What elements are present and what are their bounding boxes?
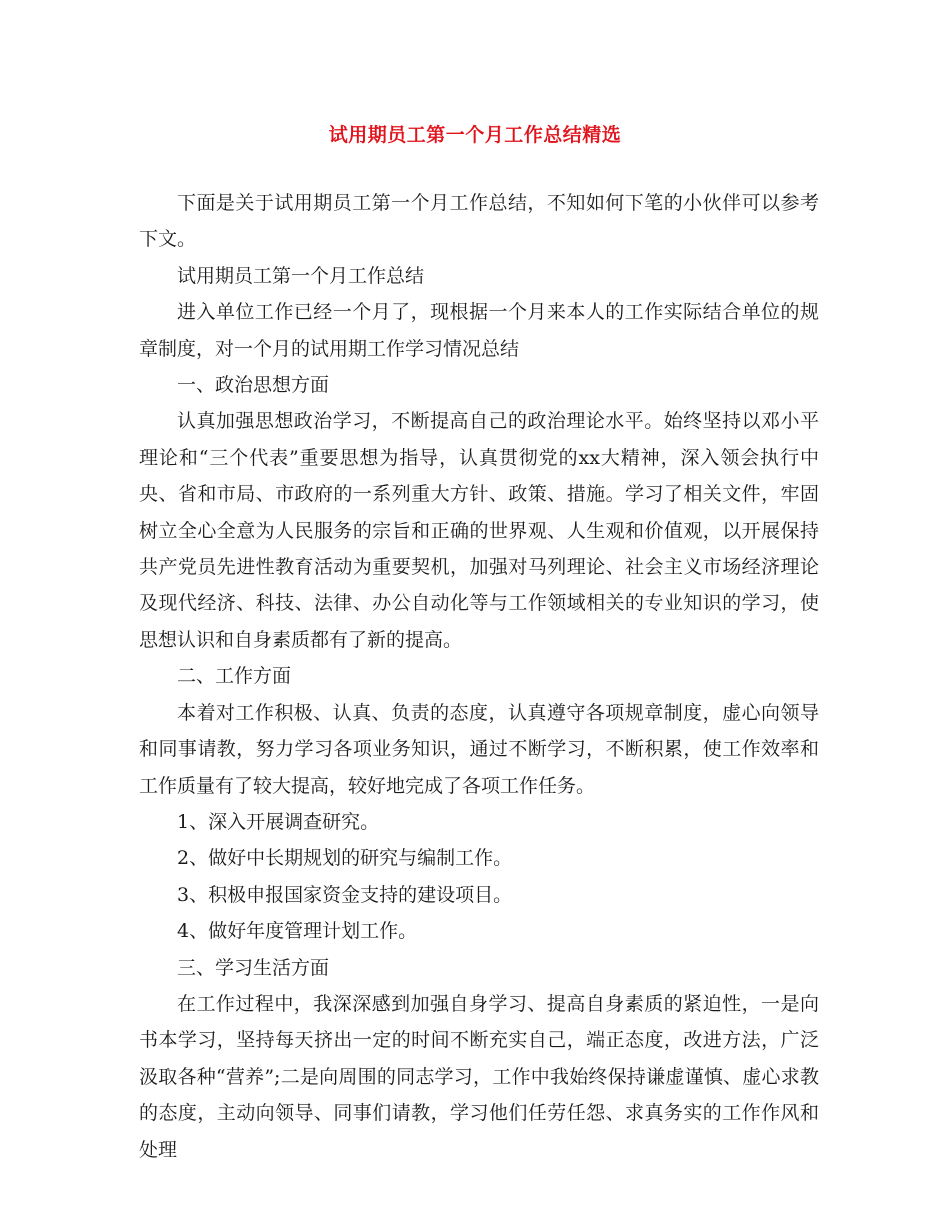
- section-heading-work: 二、工作方面: [177, 665, 292, 688]
- subtitle-paragraph: 试用期员工第一个月工作总结: [177, 264, 425, 287]
- document-title: 试用期员工第一个月工作总结精选: [328, 124, 622, 146]
- study-paragraph: 在工作过程中，我深深感到加强自身学习、提高自身素质的紧迫性，一是向书本学习，坚持每天挤出一定的时间不断充实自己，端正态度，改进方法，广泛汲取各种“营养”;二是向周围的同志学习，工作中我始终保持谦虚谨慎、虚心求教的态度，主动向领导、同事们请教，学习他们任劳任怨、求真务实的工作作风和处理: [139, 992, 819, 1161]
- document-body: [139, 185, 819, 1168]
- section-heading-study: 三、学习生活方面: [177, 956, 330, 979]
- intro-paragraph: 下面是关于试用期员工第一个月工作总结，不知如何下笔的小伙伴可以参考下文。: [139, 192, 819, 251]
- work-list-item-2: 2、做好中长期规划的研究与编制工作。: [177, 847, 513, 870]
- work-list-item-3: 3、积极申报国家资金支持的建设项目。: [177, 883, 513, 906]
- work-paragraph: 本着对工作积极、认真、负责的态度，认真遵守各项规章制度，虚心向领导和同事请教，努力学习各项业务知识，通过不断学习，不断积累，使工作效率和工作质量有了较大提高，较好地完成了各项工作任务。: [139, 701, 819, 797]
- opening-paragraph: 进入单位工作已经一个月了，现根据一个月来本人的工作实际结合单位的规章制度，对一个月的试用期工作学习情况总结: [139, 301, 819, 360]
- politics-paragraph: 认真加强思想政治学习，不断提高自己的政治理论水平。始终坚持以邓小平理论和“三个代表”重要思想为指导，认真贯彻党的xx大精神，深入领会执行中央、省和市局、市政府的一系列重大方针、政策、措施。学习了相关文件，牢固树立全心全意为人民服务的宗旨和正确的世界观、人生观和价值观，以开展保持共产党员先进性教育活动为重要契机，加强对马列理论、社会主义市场经济理论及现代经济、科技、法律、办公自动化等与工作领域相关的专业知识的学习，使思想认识和自身素质都有了新的提高。: [139, 410, 819, 651]
- section-heading-politics: 一、政治思想方面: [177, 374, 330, 397]
- work-list-item-1: 1、深入开展调查研究。: [177, 810, 380, 833]
- work-list-item-4: 4、做好年度管理计划工作。: [177, 920, 418, 943]
